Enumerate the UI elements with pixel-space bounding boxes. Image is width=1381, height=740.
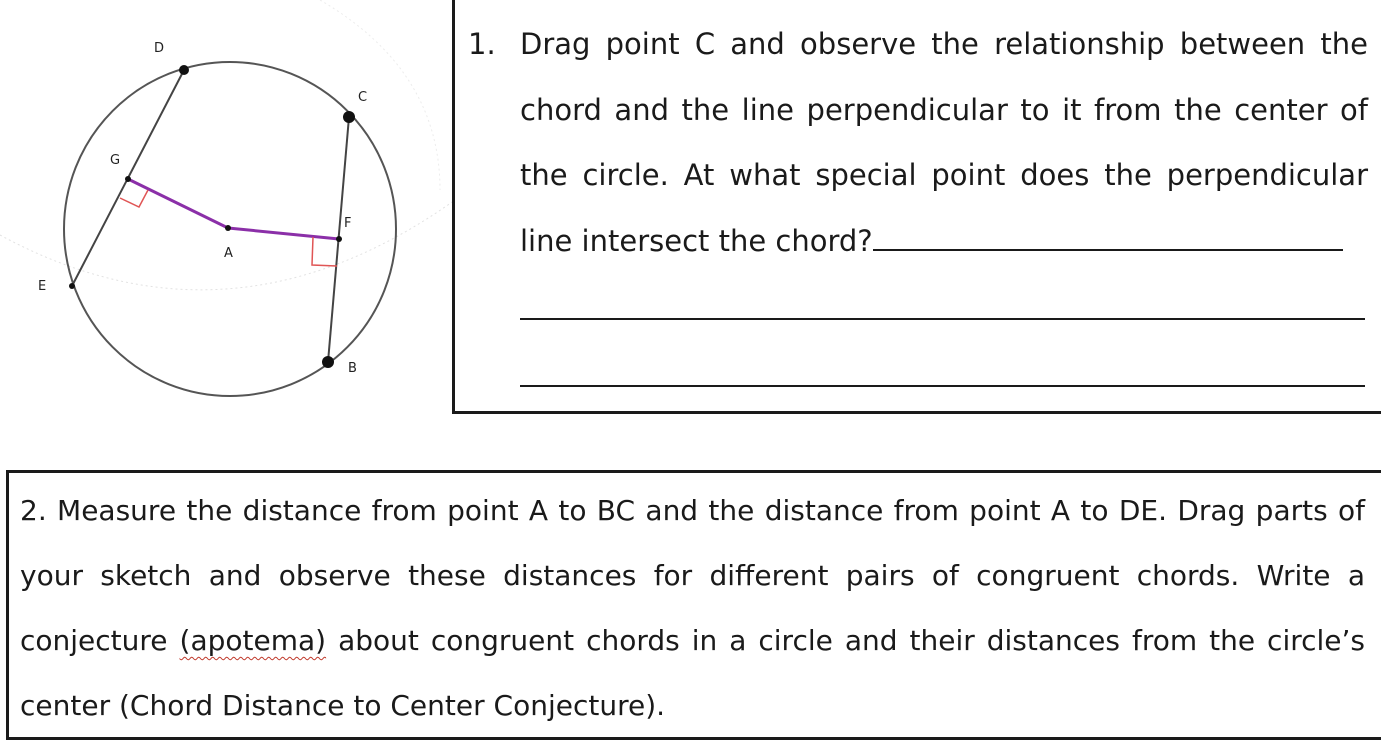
question-1-text: Drag point C and observe the relationship between the chord and the line perpendicular to it from the center of the circle. At what special point does the perpendicular line intersect the chord? — [520, 27, 1368, 258]
label-d: D — [154, 41, 165, 56]
perpendicular-af — [228, 228, 339, 239]
label-e: E — [38, 279, 47, 294]
answer-line-1[interactable] — [873, 219, 1343, 251]
spellcheck-underlined-word: (apotema) — [179, 624, 327, 657]
answer-line-2[interactable] — [520, 318, 1365, 320]
label-c: C — [358, 90, 368, 105]
point-e[interactable] — [69, 283, 75, 289]
faint-background-arc-top — [320, 0, 440, 190]
question-1 — [468, 12, 1368, 274]
label-a: A — [224, 246, 233, 261]
label-b: B — [348, 361, 357, 376]
right-angle-marker-f — [312, 237, 337, 266]
point-g[interactable] — [125, 176, 131, 182]
right-angle-marker-g — [120, 190, 148, 207]
question-2 — [20, 478, 1365, 738]
point-f[interactable] — [336, 236, 342, 242]
perpendicular-ag — [128, 179, 228, 228]
point-d[interactable] — [179, 65, 189, 75]
circle-chord-diagram — [0, 0, 455, 420]
question-1-number: 1. — [468, 27, 496, 61]
question-2-text-end: about congruent chords in a circle and their distances from the circle’s center (Chord Distance to Center Conjecture). — [20, 624, 1366, 722]
answer-line-3[interactable] — [520, 385, 1365, 387]
point-a[interactable] — [225, 225, 231, 231]
label-g: G — [110, 153, 121, 168]
question-2-text-start: 2. Measure the distance from point A to BC and the distance from point A to DE. Drag parts of your sketch and observe these distances for different pairs of congruent chords. Write a conjecture — [20, 494, 1365, 657]
point-c[interactable] — [343, 111, 355, 123]
point-b[interactable] — [322, 356, 334, 368]
label-f: F — [344, 216, 352, 231]
faint-background-arc — [0, 200, 455, 290]
